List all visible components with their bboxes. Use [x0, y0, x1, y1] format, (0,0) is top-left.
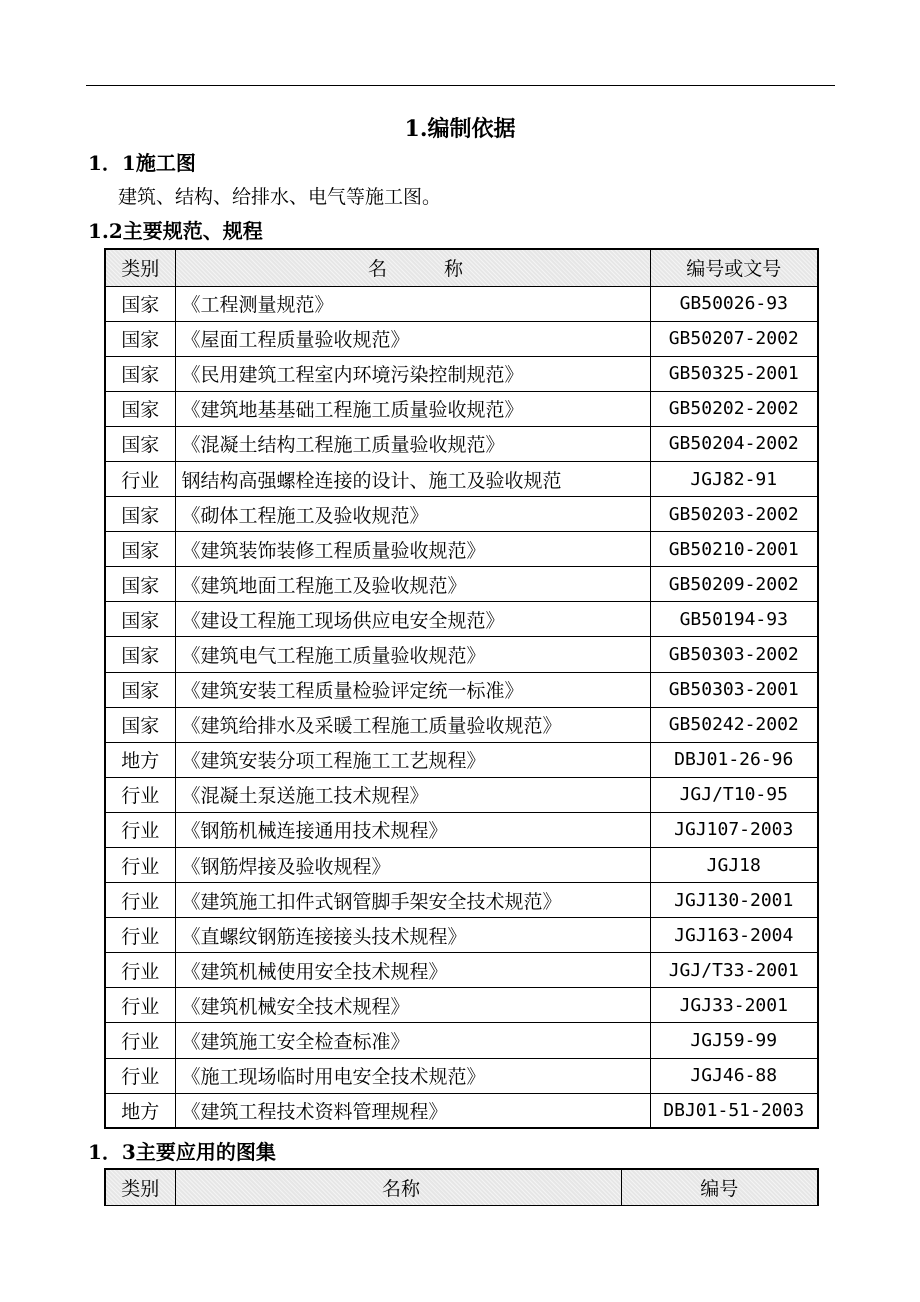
- atlases-table: [104, 1168, 819, 1206]
- category-cell: 国家: [105, 637, 175, 672]
- section-heading-atlases: 1．3主要应用的图集: [88, 1140, 276, 1164]
- column-header-name: 名 称: [175, 249, 650, 286]
- table-row: [105, 953, 818, 988]
- header-rule: [86, 85, 835, 86]
- name-cell: 《钢筋焊接及验收规程》: [175, 848, 650, 883]
- code-cell: GB50303-2002: [650, 637, 818, 672]
- category-cell: 国家: [105, 567, 175, 602]
- table-row: [105, 532, 818, 567]
- column-header-name: 名称: [175, 1169, 621, 1205]
- code-cell: GB50207-2002: [650, 321, 818, 356]
- section-heading-drawings: 1．1施工图: [88, 151, 196, 175]
- name-cell: 《钢筋机械连接通用技术规程》: [175, 812, 650, 847]
- table-row: [105, 672, 818, 707]
- code-cell: GB50204-2002: [650, 426, 818, 461]
- name-cell: 《屋面工程质量验收规范》: [175, 321, 650, 356]
- column-header-category: 类别: [105, 249, 175, 286]
- table-header-row: [105, 249, 818, 286]
- name-cell: 《工程测量规范》: [175, 286, 650, 321]
- name-cell: 《建筑机械安全技术规程》: [175, 988, 650, 1023]
- code-cell: GB50026-93: [650, 286, 818, 321]
- code-cell: JGJ59-99: [650, 1023, 818, 1058]
- section-heading-codes: 1.2主要规范、规程: [88, 219, 263, 243]
- code-cell: GB50303-2001: [650, 672, 818, 707]
- code-cell: JGJ107-2003: [650, 812, 818, 847]
- table-row: [105, 356, 818, 391]
- table-row: [105, 637, 818, 672]
- name-cell: 《施工现场临时用电安全技术规范》: [175, 1058, 650, 1093]
- name-cell: 《建设工程施工现场供应电安全规范》: [175, 602, 650, 637]
- code-cell: DBJ01-51-2003: [650, 1093, 818, 1128]
- name-cell: 《建筑施工安全检查标准》: [175, 1023, 650, 1058]
- category-cell: 行业: [105, 1058, 175, 1093]
- name-cell: 《建筑电气工程施工质量验收规范》: [175, 637, 650, 672]
- column-header-category: 类别: [105, 1169, 175, 1205]
- code-cell: JGJ130-2001: [650, 883, 818, 918]
- name-cell: 《砌体工程施工及验收规范》: [175, 497, 650, 532]
- name-cell: 《建筑机械使用安全技术规程》: [175, 953, 650, 988]
- category-cell: 国家: [105, 602, 175, 637]
- category-cell: 国家: [105, 356, 175, 391]
- table-row: [105, 567, 818, 602]
- category-cell: 行业: [105, 848, 175, 883]
- table-row: [105, 777, 818, 812]
- code-cell: GB50202-2002: [650, 391, 818, 426]
- table-row: [105, 1093, 818, 1128]
- table-header-row: [105, 1169, 818, 1205]
- category-cell: 国家: [105, 321, 175, 356]
- category-cell: 国家: [105, 497, 175, 532]
- codes-table: [104, 248, 819, 1129]
- category-cell: 地方: [105, 1093, 175, 1128]
- table-row: [105, 461, 818, 496]
- code-cell: GB50203-2002: [650, 497, 818, 532]
- code-cell: JGJ163-2004: [650, 918, 818, 953]
- category-cell: 地方: [105, 742, 175, 777]
- table-row: [105, 1023, 818, 1058]
- table-row: [105, 848, 818, 883]
- table-row: [105, 602, 818, 637]
- category-cell: 国家: [105, 707, 175, 742]
- code-cell: JGJ46-88: [650, 1058, 818, 1093]
- code-cell: GB50210-2001: [650, 532, 818, 567]
- name-cell: 《建筑安装工程质量检验评定统一标准》: [175, 672, 650, 707]
- category-cell: 行业: [105, 812, 175, 847]
- table-row: [105, 391, 818, 426]
- name-cell: 《建筑给排水及采暖工程施工质量验收规范》: [175, 707, 650, 742]
- code-cell: JGJ/T10-95: [650, 777, 818, 812]
- code-cell: GB50209-2002: [650, 567, 818, 602]
- name-cell: 《建筑安装分项工程施工工艺规程》: [175, 742, 650, 777]
- code-cell: GB50242-2002: [650, 707, 818, 742]
- code-cell: DBJ01-26-96: [650, 742, 818, 777]
- drawings-paragraph: 建筑、结构、给排水、电气等施工图。: [118, 186, 442, 208]
- name-cell: 《建筑地基基础工程施工质量验收规范》: [175, 391, 650, 426]
- code-cell: JGJ82-91: [650, 461, 818, 496]
- table-row: [105, 1058, 818, 1093]
- table-row: [105, 286, 818, 321]
- code-cell: JGJ18: [650, 848, 818, 883]
- name-cell: 《建筑装饰装修工程质量验收规范》: [175, 532, 650, 567]
- name-cell: 《建筑施工扣件式钢管脚手架安全技术规范》: [175, 883, 650, 918]
- table-row: [105, 742, 818, 777]
- name-cell: 《混凝土泵送施工技术规程》: [175, 777, 650, 812]
- table-row: [105, 707, 818, 742]
- table-row: [105, 426, 818, 461]
- category-cell: 国家: [105, 672, 175, 707]
- category-cell: 行业: [105, 461, 175, 496]
- category-cell: 国家: [105, 391, 175, 426]
- code-cell: JGJ/T33-2001: [650, 953, 818, 988]
- name-cell: 《直螺纹钢筋连接接头技术规程》: [175, 918, 650, 953]
- category-cell: 行业: [105, 988, 175, 1023]
- table-row: [105, 988, 818, 1023]
- name-cell: 《建筑地面工程施工及验收规范》: [175, 567, 650, 602]
- category-cell: 国家: [105, 532, 175, 567]
- name-cell: 《混凝土结构工程施工质量验收规范》: [175, 426, 650, 461]
- category-cell: 行业: [105, 883, 175, 918]
- code-cell: JGJ33-2001: [650, 988, 818, 1023]
- name-cell: 《建筑工程技术资料管理规程》: [175, 1093, 650, 1128]
- name-cell: 《民用建筑工程室内环境污染控制规范》: [175, 356, 650, 391]
- document-title: 1.编制依据: [404, 116, 516, 142]
- category-cell: 行业: [105, 918, 175, 953]
- table-row: [105, 883, 818, 918]
- category-cell: 国家: [105, 286, 175, 321]
- category-cell: 行业: [105, 953, 175, 988]
- table-row: [105, 918, 818, 953]
- table-row: [105, 812, 818, 847]
- table-row: [105, 497, 818, 532]
- category-cell: 行业: [105, 1023, 175, 1058]
- category-cell: 国家: [105, 426, 175, 461]
- column-header-code: 编号或文号: [650, 249, 818, 286]
- code-cell: GB50325-2001: [650, 356, 818, 391]
- table-row: [105, 321, 818, 356]
- column-header-code: 编号: [621, 1169, 818, 1205]
- name-cell: 钢结构高强螺栓连接的设计、施工及验收规范: [175, 461, 650, 496]
- code-cell: GB50194-93: [650, 602, 818, 637]
- category-cell: 行业: [105, 777, 175, 812]
